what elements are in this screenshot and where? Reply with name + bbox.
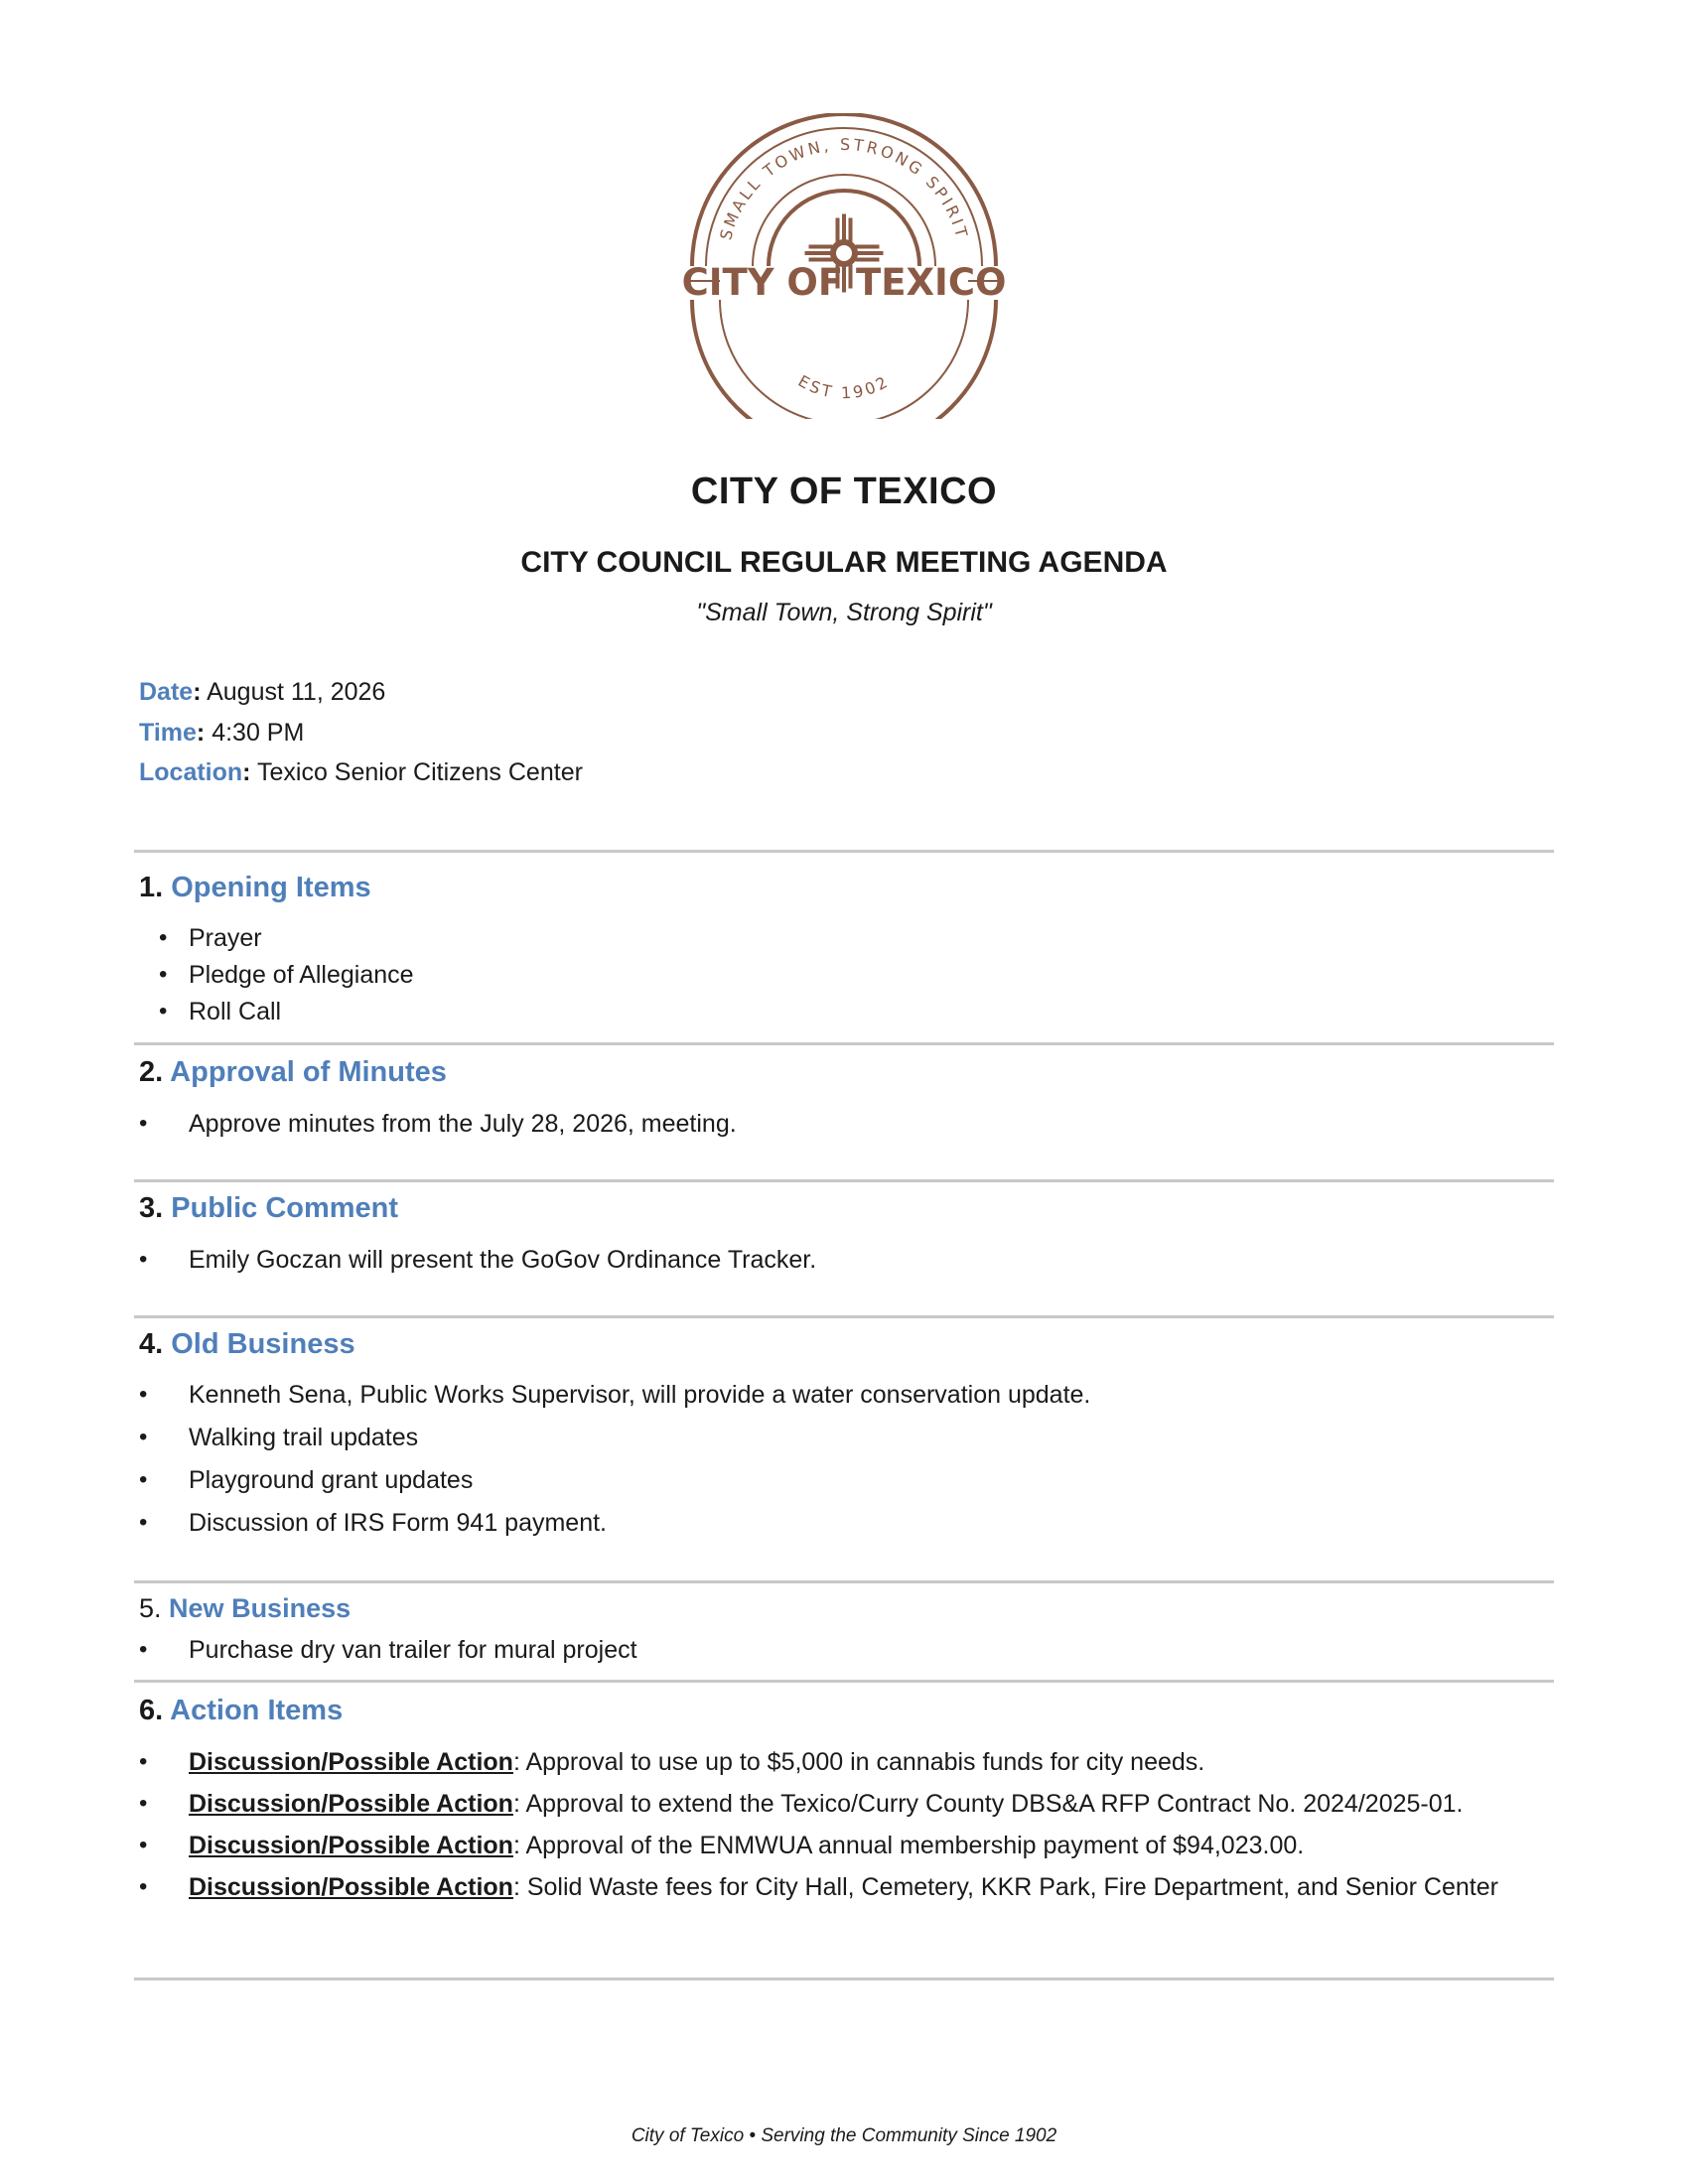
section-heading-new-business: 5. New Business [139,1593,352,1623]
action-item: Discussion/Possible Action: Approval of the ENMWUA annual membership payment of $94,023.00. [189,1832,1305,1859]
section-divider [134,1580,1554,1583]
section-divider [134,1042,1554,1045]
bullet-icon: • [139,1832,148,1858]
bullet-icon: • [159,998,168,1024]
meeting-location: Location: Texico Senior Citizens Center [139,758,583,786]
list-item: Emily Goczan will present the GoGov Ordinance Tracker. [189,1246,817,1274]
page-footer: City of Texico • Serving the Community Since 1902 [631,2125,1057,2146]
section-divider [134,850,1554,853]
agenda-title: CITY COUNCIL REGULAR MEETING AGENDA [520,546,1168,579]
bullet-icon: • [139,1748,148,1775]
tagline: "Small Town, Strong Spirit" [696,599,992,626]
bullet-icon: • [139,1381,148,1408]
bullet-icon: • [139,1509,148,1536]
action-item: Discussion/Possible Action: Solid Waste fees for City Hall, Cemetery, KKR Park, Fire Department, and Senior Center [189,1873,1498,1901]
action-item: Discussion/Possible Action: Approval to use up to $5,000 in cannabis funds for city needs. [189,1748,1205,1776]
list-item: Roll Call [189,998,282,1025]
bullet-icon: • [139,1790,148,1817]
city-title: CITY OF TEXICO [690,471,998,512]
bullet-icon: • [139,1110,148,1137]
list-item: Discussion of IRS Form 941 payment. [189,1509,607,1537]
bullet-icon: • [139,1873,148,1900]
section-heading-old-business: 4. Old Business [139,1328,355,1360]
seal-city-name: CITY OF TEXICO [681,261,1007,304]
list-item: Playground grant updates [189,1466,474,1494]
section-divider [134,1680,1554,1683]
location-label: Location [139,758,243,786]
section-heading-approval-of-minutes: 2. Approval of Minutes [139,1056,447,1088]
city-seal-logo [670,113,1018,419]
section-heading-public-comment: 3. Public Comment [139,1192,399,1224]
list-item: Kenneth Sena, Public Works Supervisor, will provide a water conservation update. [189,1381,1091,1409]
section-heading-action-items: 6. Action Items [139,1695,344,1726]
list-item: Prayer [189,924,262,952]
meeting-time: Time: 4:30 PM [139,719,305,747]
section-divider [134,1315,1554,1318]
meeting-date: Date: August 11, 2026 [139,678,386,706]
list-item: Walking trail updates [189,1424,419,1451]
svg-text:EST 1902 [795,371,894,402]
date-label: Date [139,678,194,706]
list-item: Approve minutes from the July 28, 2026, meeting. [189,1110,737,1138]
section-heading-opening-items: 1. Opening Items [139,872,371,903]
date-value: August 11, 2026 [207,678,386,706]
section-divider [134,1179,1554,1182]
bullet-icon: • [159,961,168,988]
seal-est-text: EST 1902 [794,371,894,403]
list-item: Purchase dry van trailer for mural project [189,1636,637,1664]
bullet-icon: • [159,924,168,951]
list-item: Pledge of Allegiance [189,961,414,989]
time-value: 4:30 PM [211,719,305,747]
section-divider [134,1978,1554,1980]
action-item: Discussion/Possible Action: Approval to extend the Texico/Curry County DBS&A RFP Contract No. 2024/2025-01. [189,1790,1464,1818]
bullet-icon: • [139,1466,148,1493]
seal-arc-text: SMALL TOWN, STRONG SPIRIT [716,134,972,242]
bullet-icon: • [139,1424,148,1450]
time-label: Time [139,719,197,747]
bullet-icon: • [139,1636,148,1663]
bullet-icon: • [139,1246,148,1273]
location-value: Texico Senior Citizens Center [257,758,583,786]
